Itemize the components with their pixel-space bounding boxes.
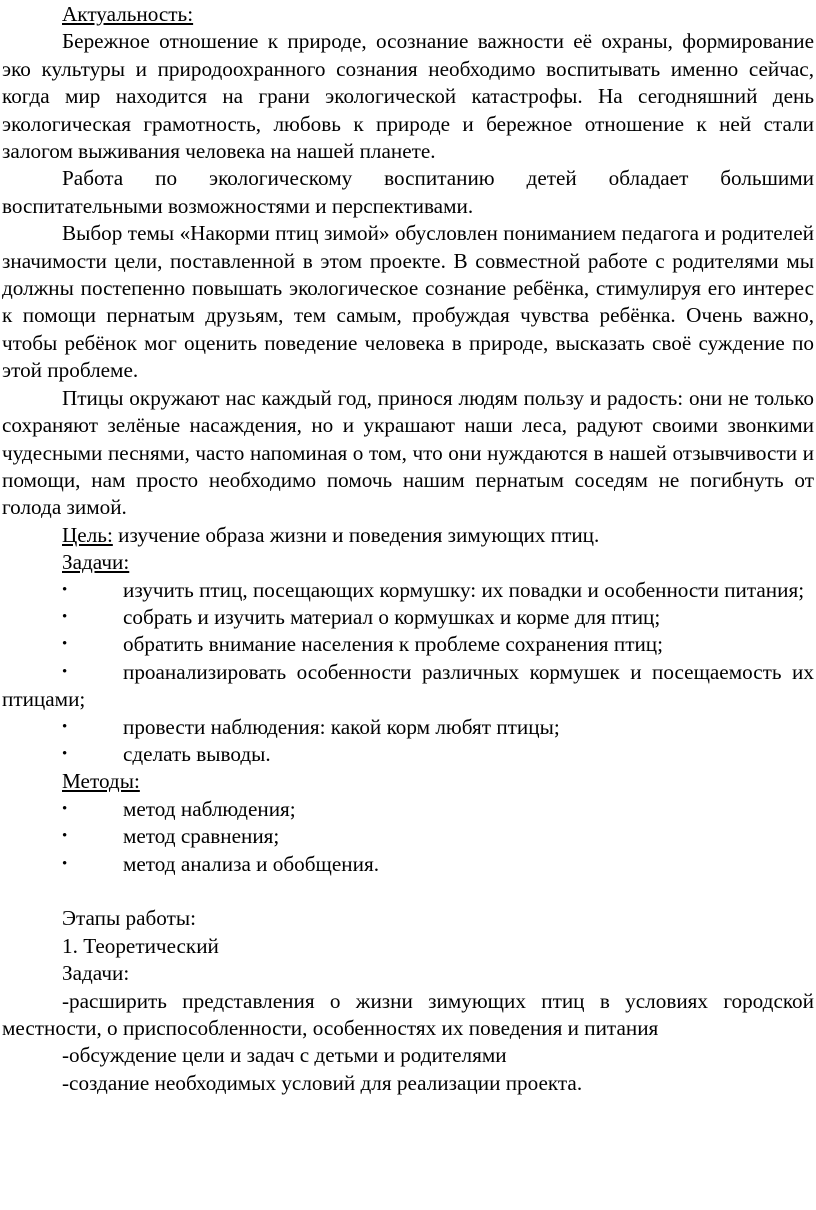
list-item: • метод анализа и обобщения.: [2, 851, 814, 878]
relevance-paragraph-1: Бережное отношение к природе, осознание важности её охраны, формирование эко культуры и природоохранного сознания необходимо воспитывать именно сейчас, когда мир находится на грани экологической катастрофы. На сегодняшний день экологическая грамотность, любовь к природе и бережное отношение к ней стали залогом выживания человека на нашей планете.: [2, 29, 814, 164]
stage-1-item-2: -обсуждение цели и задач с детьми и родителями: [62, 1043, 507, 1068]
list-item: • провести наблюдения: какой корм любят птицы;: [2, 714, 814, 741]
bullet-icon: •: [62, 718, 68, 735]
list-item: • проанализировать особенности различных кормушек и посещаемость их птицами;: [2, 659, 814, 712]
stages-heading: Этапы работы:: [62, 906, 196, 931]
tasks-heading: Задачи:: [62, 550, 130, 575]
methods-heading: Методы:: [62, 769, 140, 794]
relevance-paragraph-3: Выбор темы «Накорми птиц зимой» обусловлен пониманием педагога и родителей значимости цели, поставленной в этом проекте. В совместной работе с родителями мы должны постепенно повышать экологическое сознание ребёнка, стимулируя его интерес к помощи пернатым друзьям, тем самым, пробуждая чувства ребёнка. Очень важно, чтобы ребёнок мог оценить поведение человека в природе, высказать своё суждение по этой проблеме.: [2, 221, 814, 383]
bullet-icon: •: [62, 608, 68, 625]
list-item: • изучить птиц, посещающих кормушку: их повадки и особенности питания;: [2, 577, 814, 604]
bullet-icon: •: [62, 855, 68, 872]
bullet-icon: •: [62, 828, 68, 845]
relevance-paragraph-2: Работа по экологическому воспитанию детей обладает большими воспитательными возможностями и перспективами.: [2, 166, 814, 218]
stage-1-item-3: -создание необходимых условий для реализации проекта.: [62, 1070, 583, 1095]
goal-label: Цель:: [62, 522, 113, 547]
bullet-icon: •: [62, 800, 68, 817]
bullet-icon: •: [62, 636, 68, 653]
tasks-list: [2, 577, 814, 769]
bullet-icon: •: [62, 581, 68, 598]
bullet-icon: •: [62, 663, 68, 680]
methods-list: [2, 796, 814, 878]
list-item: • метод сравнения;: [2, 823, 814, 850]
list-item: • обратить внимание населения к проблеме сохранения птиц;: [2, 631, 814, 658]
stage-1-tasks-heading: Задачи:: [62, 961, 130, 986]
relevance-heading: Актуальность:: [62, 2, 194, 26]
list-item: • метод наблюдения;: [2, 796, 814, 823]
list-item: • собрать и изучить материал о кормушках и корме для птиц;: [2, 604, 814, 631]
stage-1-title: 1. Теоретический: [62, 933, 219, 958]
goal-line: [2, 522, 814, 549]
bullet-icon: •: [62, 745, 68, 762]
blank-line: [2, 878, 814, 905]
goal-text: изучение образа жизни и поведения зимующих птиц.: [112, 522, 600, 547]
stage-1-item-1: -расширить представления о жизни зимующих птиц в условиях городской местности, о приспособленности, особенностях их поведения и питания: [2, 988, 814, 1041]
relevance-paragraph-4: Птицы окружают нас каждый год, принося людям пользу и радость: они не только сохраняют зелёные насаждения, но и украшают наши леса, радуют своими звонкими чудесными песнями, часто напоминая о том, что они нуждаются в нашей отзывчивости и помощи, нам просто необходимо помочь нашим пернатым соседям не погибнуть от голода зимой.: [2, 385, 814, 520]
list-item: • сделать выводы.: [2, 741, 814, 768]
